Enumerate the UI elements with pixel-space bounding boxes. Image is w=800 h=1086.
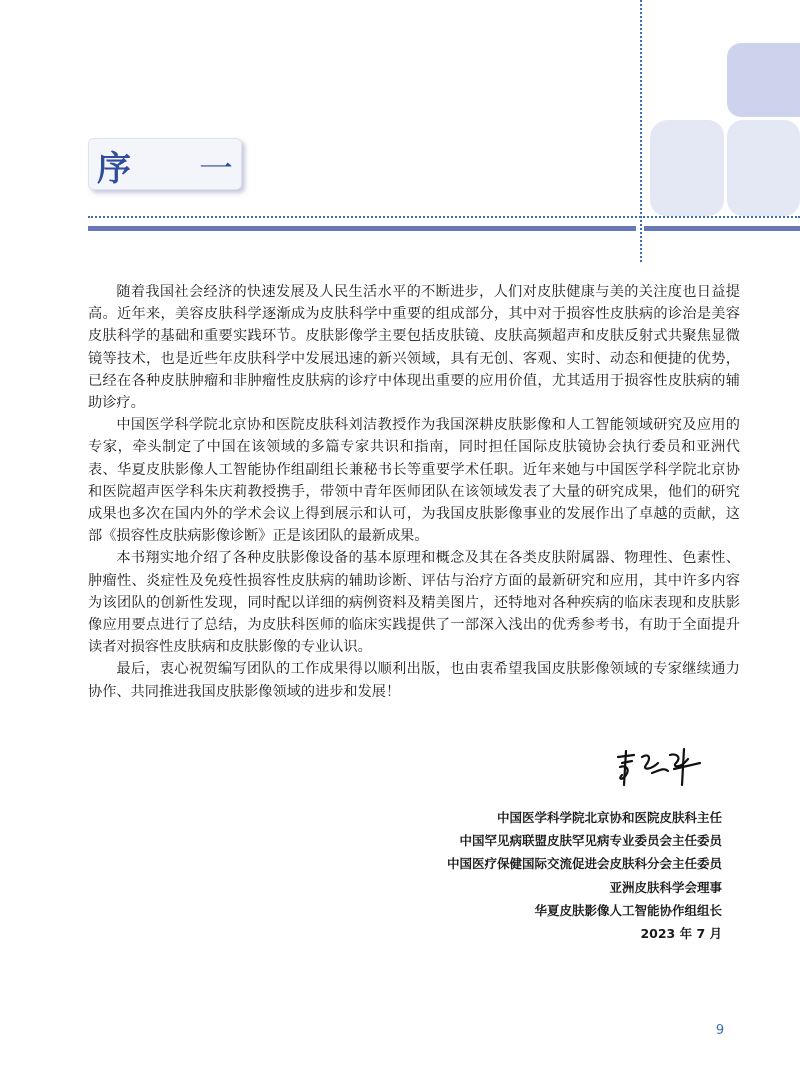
date-line: 2023 年 7 月 xyxy=(640,926,722,942)
affiliation-line: 亚洲皮肤科学会理事 xyxy=(609,879,722,895)
paragraph: 随着我国社会经济的快速发展及人民生活水平的不断进步，人们对皮肤健康与美的关注度也日益提高。近年来，美容皮肤科学逐渐成为皮肤科学中重要的组成部分，其中对于损容性皮肤病的诊治是美容皮肤科学的基础和重要实践环节。皮肤影像学主要包括皮肤镜、皮肤高频超声和皮肤反射式共聚焦显微镜等技术，也是近些年皮肤科学中发展迅速的新兴领域，具有无创、客观、实时、动态和便捷的优势，已经在各种皮肤肿瘤和非肿瘤性皮肤病的诊疗中体现出重要的应用价值，尤其适用于损容性皮肤病的辅助诊疗。 xyxy=(88,284,740,412)
section-title-char-1: 序 xyxy=(97,149,131,189)
section-title-char-2: 一 xyxy=(199,149,233,189)
decorative-square-top xyxy=(727,43,800,117)
horizontal-dotted-rule xyxy=(88,216,800,218)
affiliation-line: 华夏皮肤影像人工智能协作组组长 xyxy=(534,902,722,918)
paragraph: 中国医学科学院北京协和医院皮肤科刘洁教授作为我国深耕皮肤影像和人工智能领域研究及应用的专家，牵头制定了中国在该领域的多篇专家共识和指南，同时担任国际皮肤镜协会执行委员和亚洲代表、华夏皮肤影像人工智能协作组副组长兼秘书长等重要学术任职。近年来她与中国医学科学院北京协和医院超声医学科朱庆莉教授携手，带领中青年医师团队在该领域发表了大量的研究成果，他们的研究成果也多次在国内外的学术会议上得到展示和认可，为我国皮肤影像事业的发展作出了卓越的贡献，这部《损容性皮肤病影像诊断》正是该团队的最新成果。 xyxy=(88,417,740,545)
preface-body xyxy=(88,281,740,703)
decorative-square-left xyxy=(650,120,724,216)
affiliation-line: 中国医学科学院北京协和医院皮肤科主任 xyxy=(496,810,722,825)
decorative-square-right xyxy=(727,120,800,216)
header-bar xyxy=(88,226,636,231)
page-number: 9 xyxy=(715,1023,725,1038)
header-bar-right xyxy=(644,226,800,231)
section-title-box xyxy=(88,138,242,190)
affiliation-line: 中国罕见病联盟皮肤罕见病专业委员会主任委员 xyxy=(459,833,722,849)
author-affiliations xyxy=(447,806,722,945)
paragraph: 本书翔实地介绍了各种皮肤影像设备的基本原理和概念及其在各类皮肤附属器、物理性、色素性、肿瘤性、炎症性及免疫性损容性皮肤病的辅助诊断、评估与治疗方面的最新研究和应用，其中许多内容为该团队的创新性发现，同时配以详细的病例资料及精美图片，还特地对各种疾病的临床表现和皮肤影像应用要点进行了总结，为皮肤科医师的临床实践提供了一部深入浅出的优秀参考书，有助于全面提升读者对损容性皮肤病和皮肤影像的专业认识。 xyxy=(88,550,740,656)
affiliation-line: 中国医疗保健国际交流促进会皮肤科分会主任委员 xyxy=(446,856,722,872)
paragraph: 最后，衷心祝贺编写团队的工作成果得以顺利出版，也由衷希望我国皮肤影像领域的专家继续通力协作、共同推进我国皮肤影像领域的进步和发展！ xyxy=(88,661,740,700)
vertical-dotted-rule xyxy=(640,0,642,262)
handwritten-signature xyxy=(612,745,712,787)
